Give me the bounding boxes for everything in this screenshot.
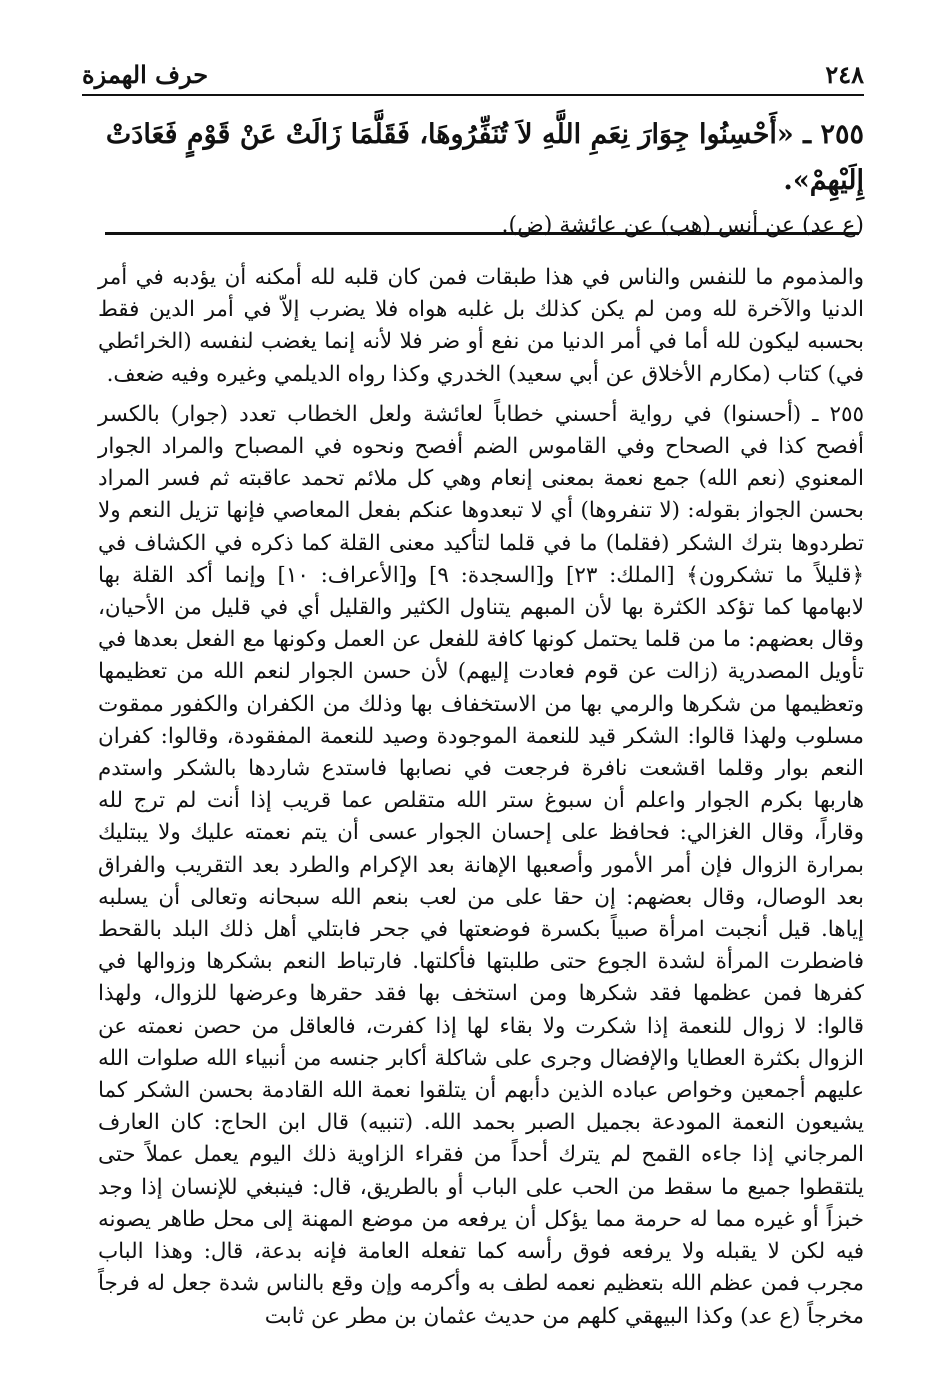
commentary-paragraph-2: ٢٥٥ ـ (أحسنوا) في رواية أحسني خطاباً لعائشة ولعل الخطاب تعدد (جوار) بالكسر أفصح كذا في الصحاح وفي القاموس الضم أفصح ونحوه في المصباح والمراد الجوار المعنوي (نعم الله) جمع نعمة بمعنى إنعام وهي كل ملائم تحمد عاقبته ثم فسر المراد بحسن الجواز بقوله: (لا تنفروها) أي لا تبعدوها عنكم بفعل المعاصي فإنها تزيل النعم ولا تطردوها بترك الشكر (فقلما) ما في قلما لتأكيد معنى القلة كما ذكره في الكشاف في ﴿قليلاً ما تشكرون﴾ [الملك: ٢٣] و[السجدة: ٩] و[الأعراف: ١٠] وإنما أكد القلة بها لابهامها كما تؤكد الكثرة بها لأن المبهم يتناول الكثير والقليل أي في قليل من الأحيان، وقال بعضهم: ما من قلما يحتمل كونها كافة للفعل عن العمل وكونها مع الفعل بعدها في تأويل المصدرية (زالت عن قوم فعادت إليهم) لأن حسن الجوار لنعم الله من تعظيمها وتعظيمها من شكرها والرمي بها من الاستخفاف بها وذلك من الكفران والكفور ممقوت مسلوب ولهذا قالوا: الشكر قيد للنعمة الموجودة وصيد للنعمة المفقودة، وقالوا: كفران النعم بوار وقلما اقشعت نافرة فرجعت في نصابها فاستدع شاردها بالشكر واستدم هاربها بكرم الجوار واعلم أن سبوغ ستر الله متقلص عما قريب إذا أنت لم ترج لله وقاراً، وقال الغزالي: فحافظ على إحسان الجوار عسى أن يتم نعمته عليك ولا يبتليك بمرارة الزوال فإن أمر الأمور وأصعبها الإهانة بعد الإكرام والطرد بعد التقريب والفراق بعد الوصال، وقال بعضهم: إن حقا على من لعب بنعم الله سبحانه وتعالى أن يسلبه إياها. قيل أنجبت امرأة صبياً بكسرة فوضعتها في جحر فابتلي أهل ذلك البلد بالقحط فاضطرت المرأة لشدة الجوع حتى طلبتها فأكلتها. فارتباط النعم بشكرها وزوالها في كفرها فمن عظمها فقد شكرها ومن استخف بها فقد حقرها وعرضها للزوال، ولهذا قالوا: لا زوال للنعمة إذا شكرت ولا بقاء لها إذا كفرت، فالعاقل من حصن نعمته عن الزوال بكثرة العطايا والإفضال وجرى على شاكلة أكابر جنسه من أنبياء الله صلوات الله عليهم أجمعين وخواص عباده الذين دأبهم أن يتلقوا نعمة الله القادمة بحسن الشكر كما يشيعون النعمة المودعة بجميل الصبر بحمد الله. (تنبيه) قال ابن الحاج: كان العارف المرجاني إذا جاءه القمح لم يترك أحداً من فقراء الزاوية ذلك اليوم يعمل عملاً حتى يلتقطوا جميع ما سقط من الحب على الباب أو بالطريق، قال: فينبغي للإنسان إذا وجد خبزاً أو غيره مما له حرمة مما يؤكل أن يرفعه من موضع المهنة إلى محل طاهر يصونه فيه لكن لا يقبله ولا يرفعه فوق رأسه كما تفعله العامة فإنه بدعة، قال: وهذا الباب مجرب فمن عظم الله بتعظيم نعمه لطف به وأكرمه وإن وقع بالناس شدة جعل له فرجاً مخرجاً (ع عد) وكذا البيهقي كلهم من حديث عثمان بن مطر عن ثابت (98, 401, 864, 1329)
hadith-text (82, 112, 864, 204)
section-divider (105, 232, 859, 235)
page-number: ٢٤٨ (825, 60, 864, 89)
hadith-number: ٢٥٥ ـ (803, 119, 864, 150)
commentary (98, 262, 864, 1333)
commentary-paragraph-1: والمذموم ما للنفس والناس في هذا طبقات فمن كان قلبه لله أمكنه أن يؤدبه في أمر الدنيا والآخرة لله ومن لم يكن كذلك بل غلبه هواه فلا يضرب إلاّ في أمر الدين فقط بحسبه ليكون لله أما في أمر الدنيا من نفع أو ضر فلا لأنه إنما يغضب لنفسه (الخرائطي في) كتاب (مكارم الأخلاق عن أبي سعيد) الخدري وكذا رواه الديلمي وغيره وفيه ضعف. (98, 265, 864, 387)
hadith-body: «أَحْسِنُوا جِوَارَ نِعَمِ اللَّهِ لاَ تُنَفِّرُوهَا، فَقَلَّمَا زَالَتْ عَنْ قَوْمٍ فَعَادَتْ إِلَيْهِمْ». (105, 119, 864, 196)
chapter-title: حرف الهمزة (82, 60, 209, 89)
hadith-source: (ع عد) عن أنس (هب) عن عائشة (ض). (501, 213, 864, 238)
hadith-block (82, 112, 864, 244)
page-header (82, 58, 864, 96)
